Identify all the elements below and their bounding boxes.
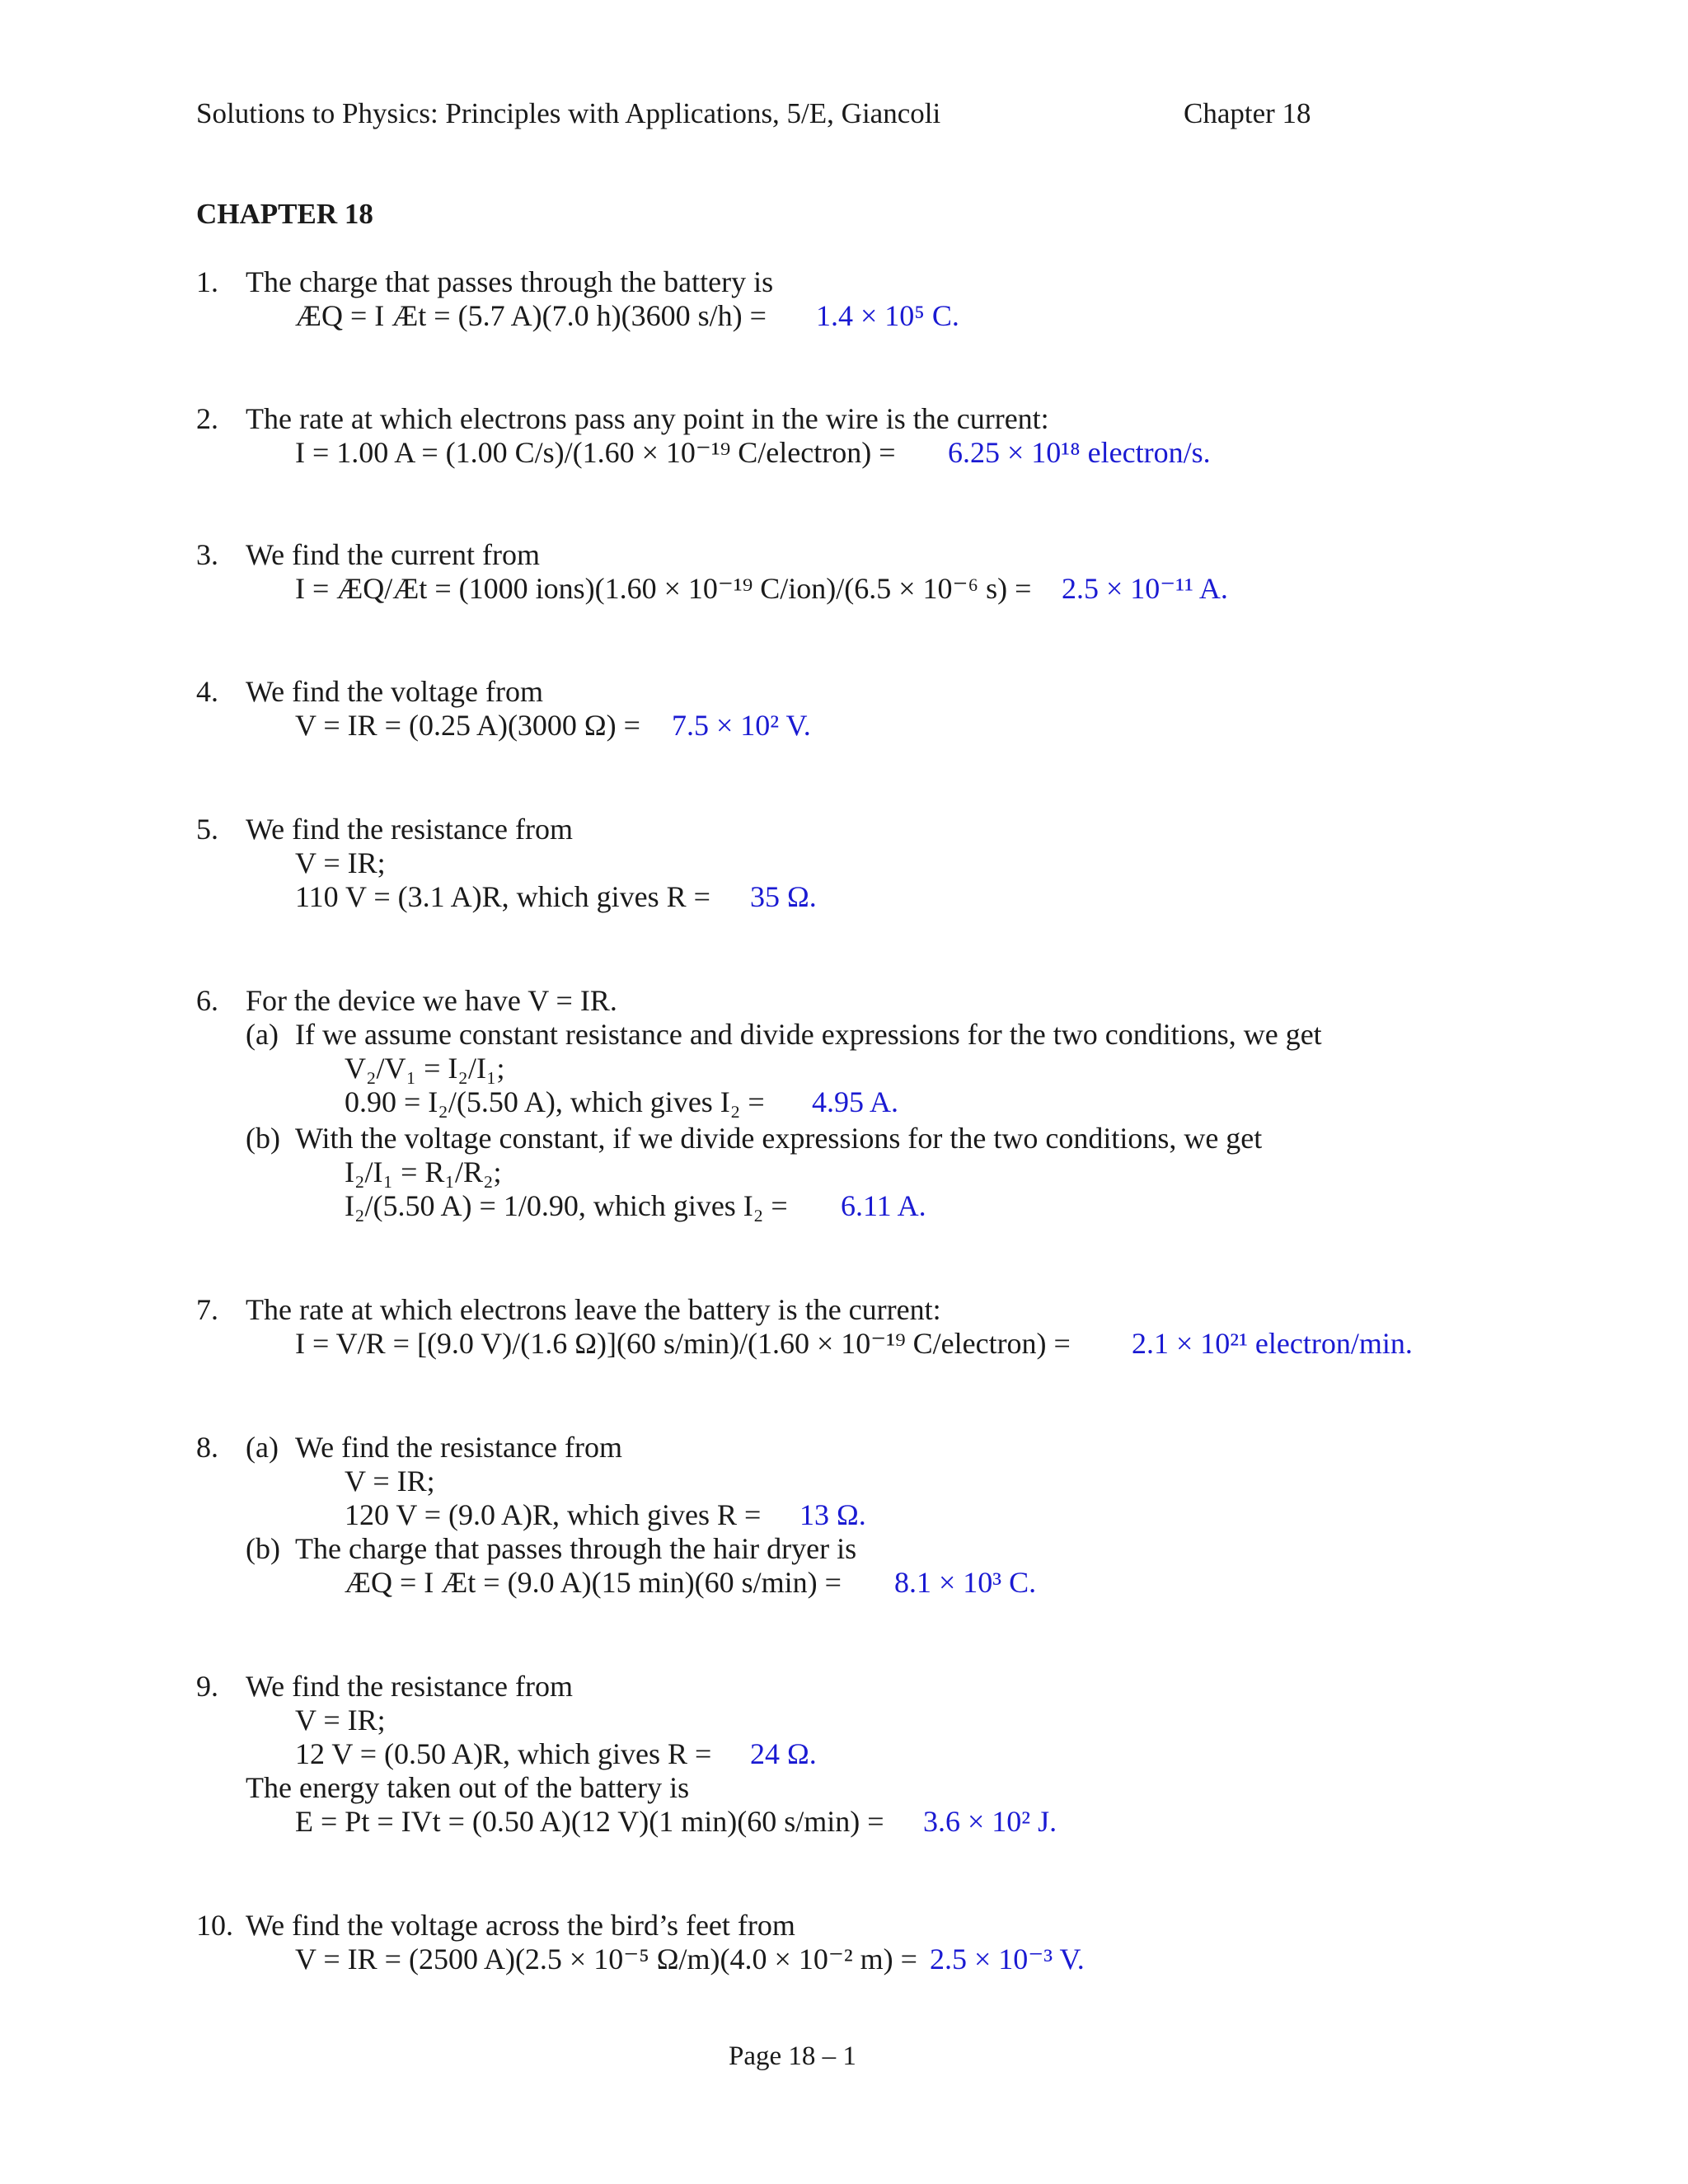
problem-6a-label: (a) <box>246 1018 279 1051</box>
problem-6b-label: (b) <box>246 1122 280 1155</box>
problem-9-number: 9. <box>196 1670 218 1703</box>
problem-7-text: The rate at which electrons leave the battery is the current: <box>246 1293 941 1326</box>
problem-9-energy-equation: E = Pt = IVt = (0.50 A)(12 V)(1 min)(60 s/min) = <box>295 1805 884 1838</box>
problem-6b-answer: 6.11 A. <box>841 1189 926 1222</box>
problem-5-number: 5. <box>196 813 218 846</box>
problem-8b-equation: ÆQ = I Æt = (9.0 A)(15 min)(60 s/min) = <box>345 1566 842 1599</box>
problem-9-answer-resistance: 24 Ω. <box>750 1737 817 1770</box>
problem-6a-equation-1: V₂/V₁ = I₂/I₁; <box>345 1052 505 1085</box>
problem-1-text: The charge that passes through the battery is <box>246 265 774 298</box>
page-number: Page 18 – 1 <box>729 2041 856 2071</box>
problem-4-number: 4. <box>196 675 218 708</box>
problem-1-number: 1. <box>196 265 218 298</box>
problem-5-text: We find the resistance from <box>246 813 573 846</box>
problem-9-energy-text: The energy taken out of the battery is <box>246 1771 690 1804</box>
problem-10-answer: 2.5 × 10⁻³ V. <box>930 1943 1085 1975</box>
problem-9-text: We find the resistance from <box>246 1670 573 1703</box>
problem-8b-label: (b) <box>246 1532 280 1565</box>
problem-3-answer: 2.5 × 10⁻¹¹ A. <box>1062 572 1228 605</box>
problem-4-answer: 7.5 × 10² V. <box>672 709 811 742</box>
problem-4-text: We find the voltage from <box>246 675 543 708</box>
problem-1-equation: ÆQ = I Æt = (5.7 A)(7.0 h)(3600 s/h) = <box>295 299 767 332</box>
problem-8a-text: We find the resistance from <box>295 1431 622 1464</box>
problem-2-text: The rate at which electrons pass any point in the wire is the current: <box>246 402 1049 435</box>
problem-3-number: 3. <box>196 538 218 571</box>
problem-8a-label: (a) <box>246 1431 279 1464</box>
problem-8a-equation-1: V = IR; <box>345 1465 435 1497</box>
problem-5-equation-2: 110 V = (3.1 A)R, which gives R = <box>295 880 710 913</box>
problem-7-equation: I = V/R = [(9.0 V)/(1.6 Ω)](60 s/min)/(1.60 × 10⁻¹⁹ C/electron) = <box>295 1327 1071 1360</box>
problem-6-number: 6. <box>196 984 218 1017</box>
problem-2-equation: I = 1.00 A = (1.00 C/s)/(1.60 × 10⁻¹⁹ C/electron) = <box>295 436 896 469</box>
problem-9-equation-1: V = IR; <box>295 1704 386 1736</box>
problem-6b-text: With the voltage constant, if we divide expressions for the two conditions, we get <box>295 1122 1263 1155</box>
problem-10-equation: V = IR = (2500 A)(2.5 × 10⁻⁵ Ω/m)(4.0 × 10⁻² m) = <box>295 1943 917 1975</box>
problem-6-text: For the device we have V = IR. <box>246 984 617 1017</box>
problem-6a-text: If we assume constant resistance and divide expressions for the two conditions, we get <box>295 1018 1322 1051</box>
problem-7-answer: 2.1 × 10²¹ electron/min. <box>1132 1327 1413 1360</box>
problem-3-text: We find the current from <box>246 538 540 571</box>
problem-5-answer: 35 Ω. <box>750 880 817 913</box>
problem-9-answer-energy: 3.6 × 10² J. <box>923 1805 1057 1838</box>
problem-8a-equation-2: 120 V = (9.0 A)R, which gives R = <box>345 1498 762 1531</box>
problem-8b-answer: 8.1 × 10³ C. <box>894 1566 1037 1599</box>
problem-10-number: 10. <box>196 1909 233 1942</box>
problem-8-number: 8. <box>196 1431 218 1464</box>
problem-6b-equation-1: I₂/I₁ = R₁/R₂; <box>345 1155 502 1188</box>
problem-8a-answer: 13 Ω. <box>799 1498 866 1531</box>
problem-2-answer: 6.25 × 10¹⁸ electron/s. <box>948 436 1211 469</box>
problem-3-equation: I = ÆQ/Æt = (1000 ions)(1.60 × 10⁻¹⁹ C/ion)/(6.5 × 10⁻⁶ s) = <box>295 572 1032 605</box>
problem-5-equation-1: V = IR; <box>295 846 386 879</box>
problem-6b-equation-2: I₂/(5.50 A) = 1/0.90, which gives I₂ = <box>345 1189 788 1222</box>
problem-9-equation-2: 12 V = (0.50 A)R, which gives R = <box>295 1737 712 1770</box>
problem-2-number: 2. <box>196 402 218 435</box>
chapter-heading: CHAPTER 18 <box>196 198 373 230</box>
problem-10-text: We find the voltage across the bird’s feet from <box>246 1909 795 1942</box>
problem-1-answer: 1.4 × 10⁵ C. <box>816 299 959 332</box>
problem-6a-answer: 4.95 A. <box>812 1085 899 1118</box>
problem-6a-equation-2: 0.90 = I₂/(5.50 A), which gives I₂ = <box>345 1085 765 1118</box>
problem-4-equation: V = IR = (0.25 A)(3000 Ω) = <box>295 709 640 742</box>
header-chapter: Chapter 18 <box>1184 97 1311 129</box>
problem-8b-text: The charge that passes through the hair dryer is <box>295 1532 857 1565</box>
header-title: Solutions to Physics: Principles with Applications, 5/E, Giancoli <box>196 97 941 129</box>
problem-7-number: 7. <box>196 1293 218 1326</box>
